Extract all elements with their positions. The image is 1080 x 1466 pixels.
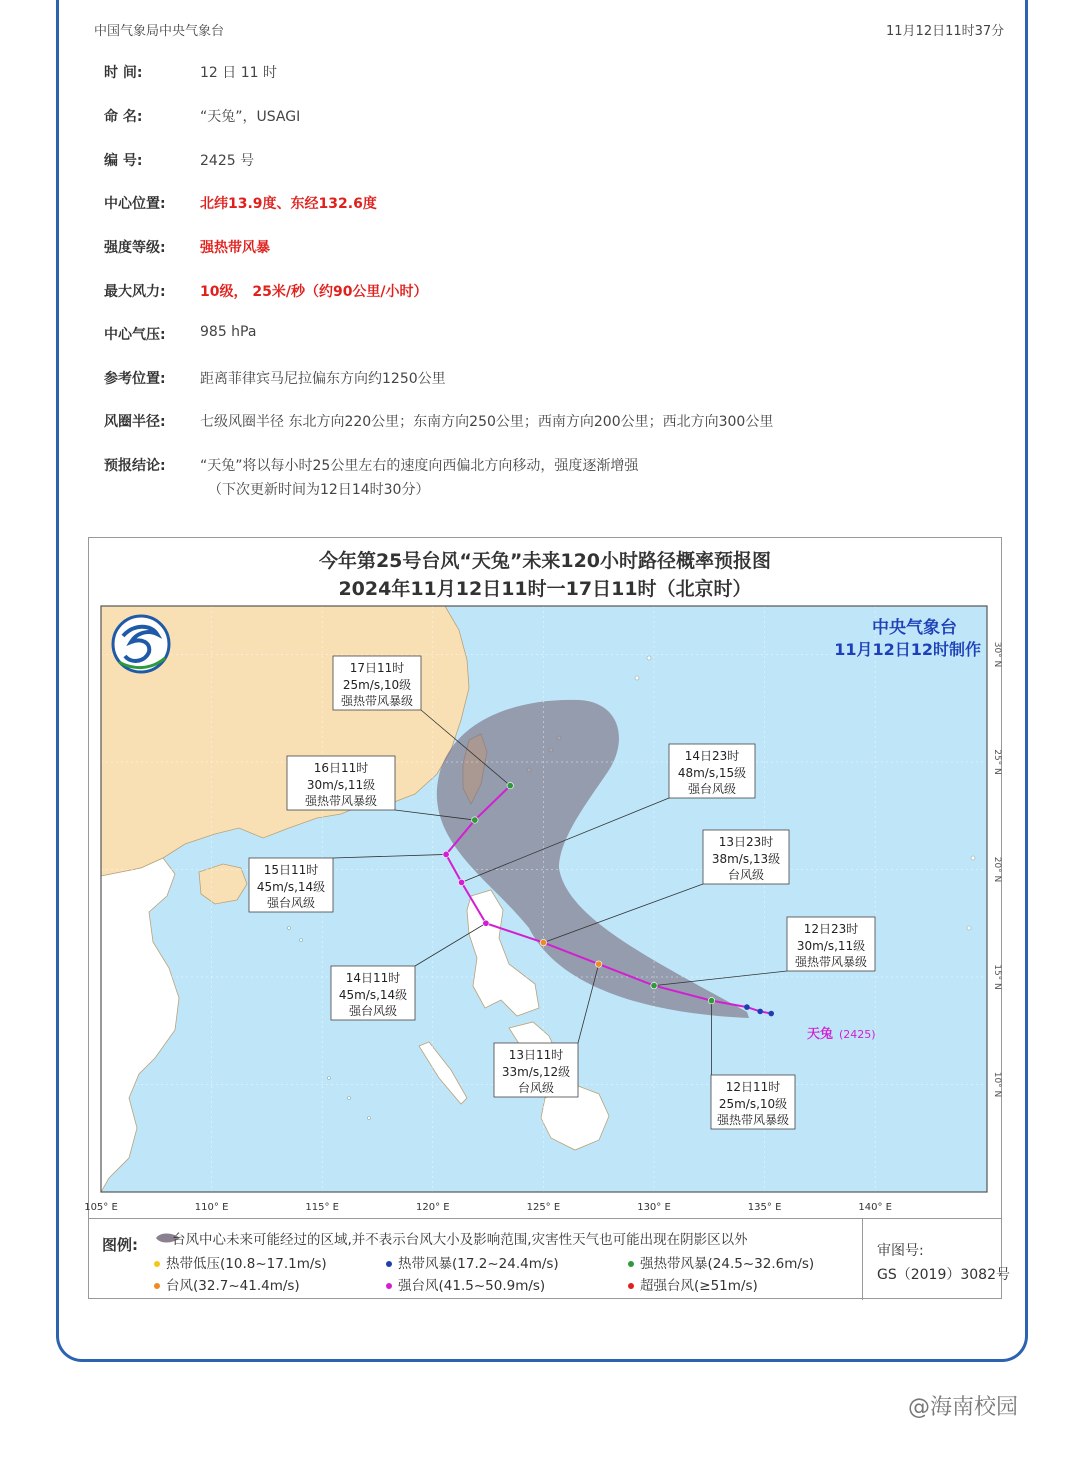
info-value [200,193,377,213]
cma-logo-icon [113,616,169,672]
forecast-point [458,879,464,885]
callout-time: 14日23时 [684,749,740,763]
lon-tick-label: 115° E [305,1202,339,1213]
callout-wind: 38m/s,13级 [711,852,781,866]
info-value-text: 2425 号 [200,153,255,169]
callout-wind: 48m/s,15级 [677,766,747,780]
watermark: @海南校园 [908,1395,1019,1420]
legend-item-label: 强热带风暴(24.5~32.6m/s) [640,1256,815,1272]
forecast-point [708,997,714,1003]
info-value [200,455,638,499]
info-label: 编 号: [104,153,143,169]
info-label: 参考位置: [104,371,166,387]
legend-item-label: 强台风(41.5~50.9m/s) [398,1278,546,1294]
info-value-text: 12 日 11 时 [200,65,277,81]
callout-grade: 台风级 [727,868,765,882]
info-value-text: “天兔”，USAGI [200,109,301,125]
header-source: 中国气象局中央气象台 [94,24,225,39]
map-subtitle: 2024年11月12日11时一17日11时（北京时） [338,578,752,600]
lat-tick-label: 25° N [992,749,1002,775]
lon-tick-label: 140° E [858,1202,892,1213]
review-title: 审图号: [877,1243,924,1259]
info-label: 最大风力: [104,284,166,300]
info-value-text: 强热带风暴 [200,240,270,256]
info-value [200,368,446,388]
review-box [862,1218,1010,1300]
legend-dot-icon [154,1283,160,1289]
callout-grade: 强热带风暴级 [716,1113,790,1127]
lon-tick-label: 135° E [747,1202,782,1213]
callout-time: 12日11时 [725,1080,781,1094]
legend-item [628,1274,758,1294]
info-label: 中心气压: [104,327,166,343]
legend-dot-icon [386,1261,392,1267]
info-value [200,106,300,126]
lon-tick-label: 110° E [194,1202,229,1213]
callout-wind: 45m/s,14级 [256,880,326,894]
legend-dot-icon [628,1261,634,1267]
callout-wind: 45m/s,14级 [338,988,408,1002]
legend-item-label: 超强台风(≥51m/s) [640,1278,758,1294]
legend-dot-icon [386,1283,392,1289]
lon-tick-label: 120° E [416,1202,450,1213]
callout-time: 14日11时 [345,971,401,985]
info-value-text: 985 hPa [200,324,257,340]
info-label: 命 名: [104,109,143,125]
legend-item [154,1252,327,1272]
legend-item [386,1274,545,1294]
info-value [200,324,256,340]
info-label: 强度等级: [104,240,166,256]
callout-grade: 强台风级 [687,782,737,796]
callout-time: 15日11时 [263,863,319,877]
forecast-point [540,939,546,945]
callout-grade: 强热带风暴级 [340,694,414,708]
legend-item-label: 热带风暴(17.2~24.4m/s) [398,1256,559,1272]
forecast-callout [703,830,789,884]
legend-dot-icon [154,1261,160,1267]
info-label: 时 间: [104,65,143,81]
forecast-callout [494,1043,578,1097]
typhoon-code-label: (2425) [839,1028,876,1041]
map-legend [88,1218,1010,1300]
callout-time: 17日11时 [349,661,405,675]
info-value-text: 10级， 25米/秒（约90公里/小时） [200,284,428,300]
info-value [200,411,773,431]
callout-grade: 强热带风暴级 [794,955,868,969]
forecast-map [84,537,1002,1299]
forecast-callout [787,917,875,971]
past-track-point [768,1011,774,1017]
forecast-point [472,817,478,823]
info-value [200,62,277,82]
callout-grade: 强台风级 [348,1004,398,1018]
forecast-callout [287,756,395,810]
legend-item-label: 台风(32.7~41.4m/s) [166,1278,300,1294]
lat-tick-label: 20° N [992,856,1002,883]
forecast-point [507,782,513,788]
map-title: 今年第25号台风“天兔”未来120小时路径概率预报图 [318,550,772,572]
info-value-text: 距离菲律宾马尼拉偏东方向约1250公里 [200,371,446,387]
forecast-point [651,982,657,988]
callout-grade: 台风级 [517,1081,555,1095]
forecast-callout [249,858,333,912]
map-canvas [84,538,1002,1298]
callout-time: 12日23时 [803,922,859,936]
info-value [200,237,270,257]
forecast-callout [669,744,755,798]
forecast-point [483,920,489,926]
callout-wind: 25m/s,10级 [718,1097,788,1111]
review-number: GS（2019）3082号 [877,1267,1010,1283]
header-timestamp: 11月12日11时37分 [886,24,1005,39]
callout-wind: 30m/s,11级 [306,778,376,792]
info-value-text: 七级风圈半径 东北方向220公里；东南方向250公里；西南方向200公里；西北方向300公里 [200,414,774,430]
lat-tick-label: 10° N [992,1071,1002,1098]
info-label: 预报结论: [104,458,166,474]
callout-time: 13日11时 [508,1048,564,1062]
callout-time: 16日11时 [313,761,369,775]
callout-grade: 强台风级 [266,896,316,910]
info-value-text: 北纬13.9度、东经132.6度 [200,196,377,212]
legend-dot-icon [628,1283,634,1289]
produced-time: 11月12日12时制作 [834,640,981,659]
forecast-callout [331,966,415,1020]
info-value-text: “天兔”将以每小时25公里左右的速度向西偏北方向移动，强度逐渐增强 [200,458,639,474]
legend-description: 台风中心未来可能经过的区域,并不表示台风大小及影响范围,灾害性天气也可能出现在阴影区以外 [172,1232,748,1248]
forecast-point [443,851,449,857]
past-track-point [757,1009,763,1015]
legend-item [628,1252,814,1272]
forecast-point [596,961,602,967]
lon-tick-label: 105° E [84,1202,118,1213]
legend-item-label: 热带低压(10.8~17.1m/s) [166,1256,327,1272]
callout-wind: 25m/s,10级 [342,678,412,692]
callout-grade: 强热带风暴级 [304,794,378,808]
lat-tick-label: 15° N [992,964,1002,990]
forecast-callout [711,1075,795,1129]
forecast-callout [333,656,421,710]
callout-time: 13日23时 [718,835,774,849]
lon-tick-label: 130° E [637,1202,671,1213]
info-label: 中心位置: [104,196,166,212]
past-track-point [744,1004,750,1010]
legend-item [154,1274,300,1294]
legend-title: 图例: [102,1236,138,1254]
producer-name: 中央气象台 [872,618,957,638]
callout-wind: 30m/s,11级 [796,939,866,953]
info-value [200,281,428,301]
info-value [200,150,254,170]
callout-wind: 33m/s,12级 [501,1065,571,1079]
info-label: 风圈半径: [104,414,166,430]
info-value-sub: （下次更新时间为12日14时30分） [208,482,430,498]
lat-tick-label: 30° N [992,641,1002,668]
lon-tick-label: 125° E [526,1202,561,1213]
typhoon-name-label: 天兔 [807,1027,834,1042]
legend-item [386,1252,559,1272]
